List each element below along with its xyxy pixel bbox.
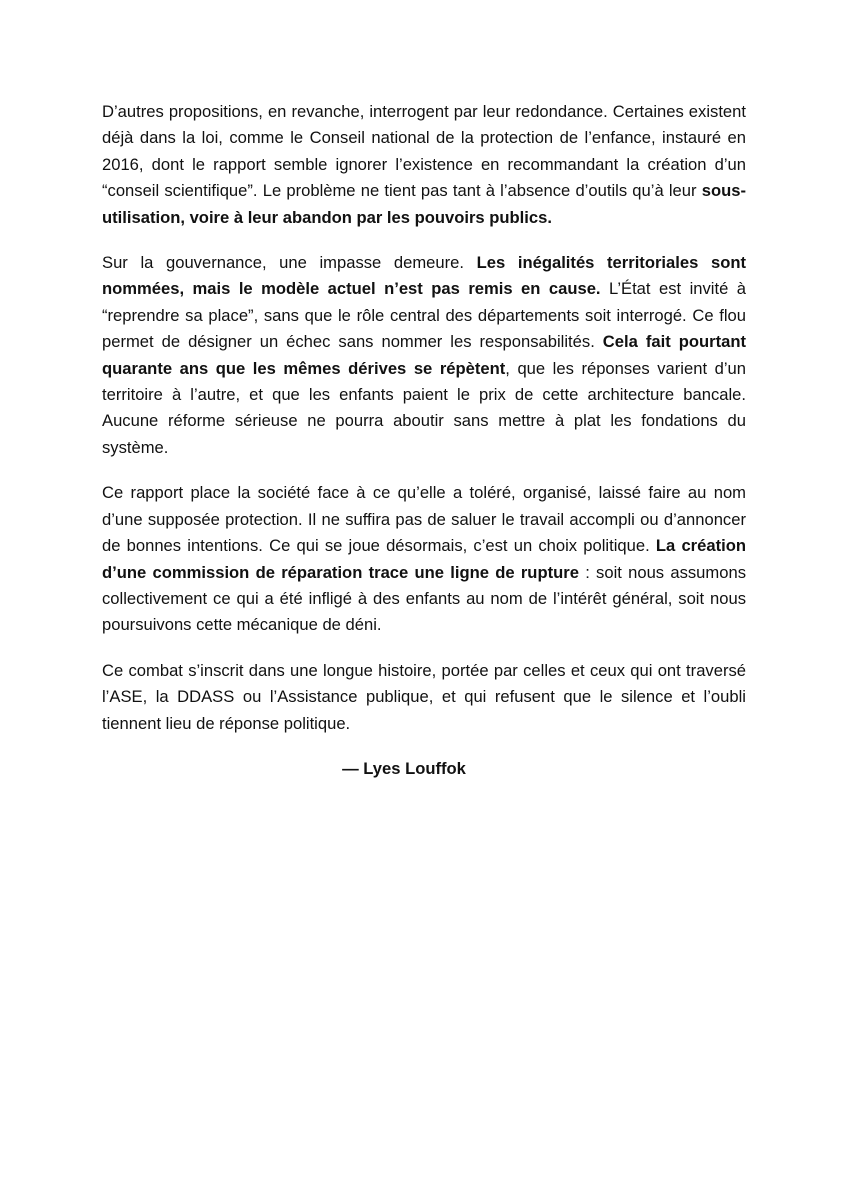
text-segment: L’État est invité à “reprendre sa place”, sans que le rôle central des départements soit interrogé. Ce flou permet de désigner un échec sans nommer les responsabilités. <box>102 279 746 352</box>
text-segment: Ce combat s’inscrit dans une longue histoire, portée par celles et ceux qui ont traversé l’ASE, la DDASS ou l’Assistance publique, et qui refusent que le silence et l’oubli tiennent lieu de réponse politique. <box>102 660 746 733</box>
bold-text-segment: Cela fait pourtant quarante ans que les mêmes dérives se répètent <box>102 332 746 378</box>
text-segment: D’autres propositions, en revanche, interrogent par leur redondance. Certaines existent déjà dans la loi, comme le Conseil national de la protection de l’enfance, instauré en 2016, dont le rapport semble ignorer l’existence en recommandant la création d’un “conseil scientifique”. Le problème ne tient pas tant à l’absence d’outils qu’à leur <box>102 102 746 201</box>
paragraph-rapport <box>102 480 746 638</box>
signature: — Lyes Louffok <box>342 758 466 778</box>
text-segment: : soit nous assumons collectivement ce qui a été infligé à des enfants au nom de l’intérêt général, soit nous poursuivons cette mécanique de déni. <box>102 562 746 635</box>
bold-text-segment: Les inégalités territoriales sont nommées, mais le modèle actuel n’est pas remis en cause. <box>102 253 746 299</box>
text-segment: Sur la gouvernance, une impasse demeure. <box>102 253 477 273</box>
bold-text-segment: La création d’une commission de réparation trace une ligne de rupture <box>102 536 746 582</box>
document-page <box>102 99 746 782</box>
paragraph-redondance <box>102 99 746 231</box>
paragraph-combat <box>102 658 746 737</box>
bold-text-segment: sous-utilisation, voire à leur abandon par les pouvoirs publics. <box>102 181 746 227</box>
text-segment: Ce rapport place la société face à ce qu’elle a toléré, organisé, laissé faire au nom d’une supposée protection. Il ne suffira pas de saluer le travail accompli ou d’annoncer de bonnes intentions. Ce qui se joue désormais, c’est un choix politique. <box>102 483 746 556</box>
text-segment: , que les réponses varient d’un territoire à l’autre, et que les enfants paient le prix de cette architecture bancale. Aucune réforme sérieuse ne pourra aboutir sans mettre à plat les fondations du système. <box>102 358 746 457</box>
paragraph-gouvernance <box>102 250 746 461</box>
